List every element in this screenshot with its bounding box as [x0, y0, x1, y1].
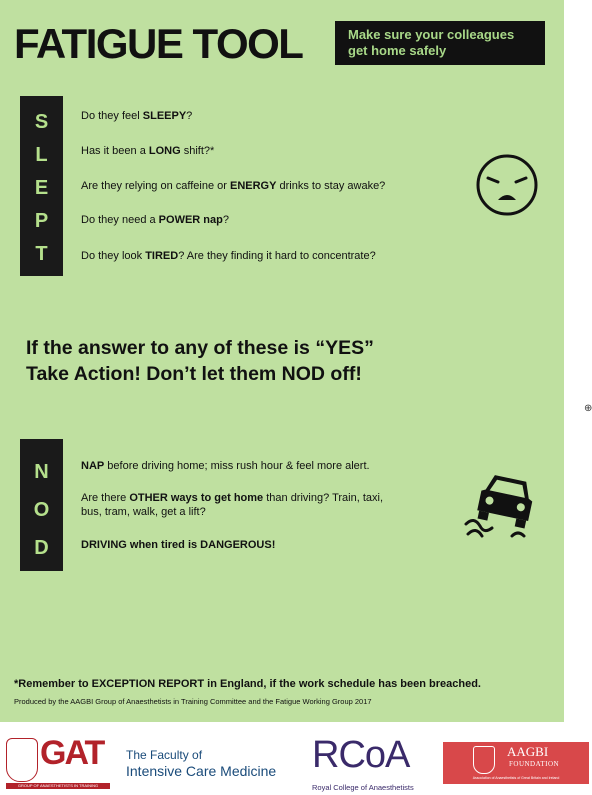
- slept-item-power: Do they need a POWER nap?: [81, 214, 229, 226]
- slept-item-tired: Do they look TIRED? Are they finding it hard to concentrate?: [81, 250, 376, 262]
- slept-letter: L: [35, 144, 48, 166]
- nod-acronym-bar: [20, 439, 63, 571]
- nod-item-other: Are there OTHER ways to get home than driving? Train, taxi,: [81, 492, 384, 504]
- slept-acronym-bar: [20, 96, 63, 276]
- nod-letter: O: [33, 499, 50, 521]
- skidding-car-icon: [462, 470, 540, 542]
- nod-letter: D: [34, 537, 49, 559]
- ficm-line-2: Intensive Care Medicine: [126, 763, 277, 779]
- rcoa-logo: [310, 734, 430, 793]
- poster-title: FATIGUE TOOL: [14, 20, 303, 67]
- nod-item-driving: DRIVING when tired is DANGEROUS!: [81, 539, 276, 551]
- rcoa-logo-text: RCoA: [312, 734, 410, 776]
- slept-letter: E: [34, 177, 49, 199]
- exception-report-note: *Remember to EXCEPTION REPORT in England, if the work schedule has been breached.: [14, 678, 481, 690]
- gat-logo: [6, 734, 108, 788]
- ficm-line-1: The Faculty of: [126, 748, 203, 762]
- aagbi-logo-subtitle: Association of Anaesthetists of Great Britain and Ireland: [472, 776, 560, 780]
- tagline-line-1: Make sure your colleagues: [348, 27, 515, 42]
- nod-letter: N: [34, 461, 49, 483]
- nod-item-other-cont: bus, tram, walk, get a lift?: [81, 506, 206, 518]
- slept-letter: S: [34, 111, 49, 133]
- gat-logo-text: GAT: [40, 734, 104, 772]
- slept-letter: T: [35, 243, 48, 265]
- aagbi-foundation-logo: [443, 742, 589, 784]
- tagline-line-2: get home safely: [348, 43, 447, 58]
- message-line-2: Take Action! Don’t let them NOD off!: [26, 363, 362, 385]
- slept-item-sleepy: Do they feel SLEEPY?: [81, 110, 193, 122]
- aagbi-crest-icon: [473, 746, 495, 774]
- rcoa-logo-subtitle: Royal College of Anaesthetists: [312, 783, 414, 792]
- slept-letter: P: [34, 210, 49, 232]
- message-line-1: If the answer to any of these is “YES”: [26, 337, 374, 359]
- slept-item-long: Has it been a LONG shift?*: [81, 145, 215, 157]
- nod-item-nap: NAP before driving home; miss rush hour & feel more alert.: [81, 460, 370, 472]
- gat-logo-subtitle: GROUP OF ANAESTHETISTS IN TRAINING: [6, 783, 110, 789]
- tagline-box: [335, 21, 545, 65]
- slept-item-energy: Are they relying on caffeine or ENERGY drinks to stay awake?: [81, 180, 386, 192]
- move-handle-icon[interactable]: ⊕: [584, 403, 592, 414]
- credit-line: Produced by the AAGBI Group of Anaesthetists in Training Committee and the Fatigue Working Group 2017: [14, 697, 372, 706]
- gat-crest-icon: [6, 738, 38, 782]
- sleepy-face-icon: [472, 152, 542, 218]
- aagbi-logo-text: AAGBI: [507, 744, 549, 759]
- ficm-logo: [126, 748, 306, 780]
- aagbi-logo-foundation: FOUNDATION: [509, 760, 560, 768]
